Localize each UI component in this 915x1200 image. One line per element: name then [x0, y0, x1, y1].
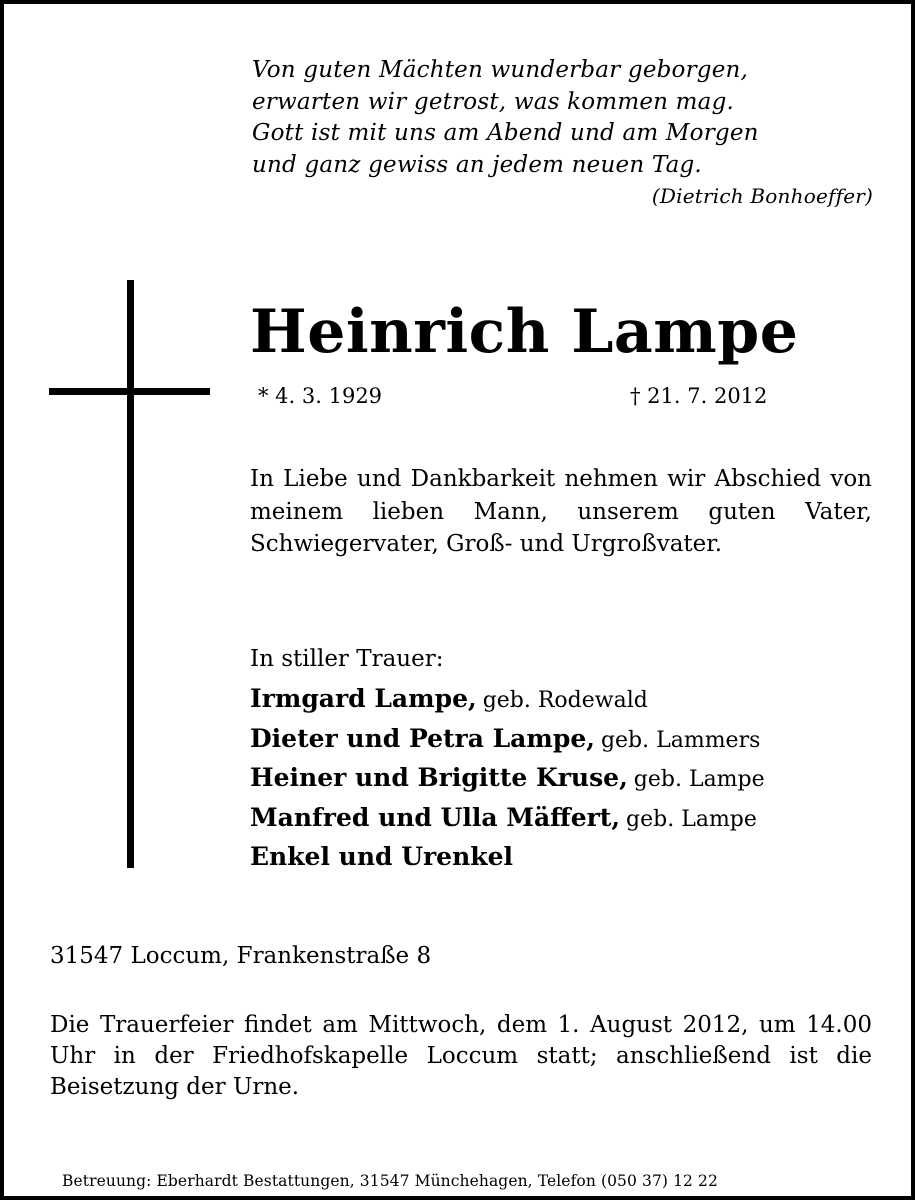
cross-icon-vertical-bar — [127, 280, 134, 868]
mourner-item — [250, 758, 765, 798]
funeral-home-footer: Betreuung: Eberhardt Bestattungen, 31547 Münchehagen, Telefon (050 37) 12 22 — [62, 1172, 718, 1190]
mourner-item — [250, 679, 765, 719]
mourning-title: In stiller Trauer: — [250, 646, 444, 672]
poem — [252, 55, 877, 210]
mourners-list — [250, 679, 765, 877]
poem-line: und ganz gewiss an jedem neuen Tag. — [252, 151, 702, 178]
poem-author: (Dietrich Bonhoeffer) — [651, 184, 873, 208]
address: 31547 Loccum, Frankenstraße 8 — [50, 943, 432, 969]
mourner-name: Dieter und Petra Lampe — [250, 723, 587, 753]
mourner-name: Manfred und Ulla Mäffert — [250, 802, 612, 832]
mourner-maiden-name: geb. Lampe — [626, 806, 757, 832]
mourner-separator: , — [586, 723, 595, 753]
mourner-maiden-name: geb. Lampe — [633, 767, 765, 792]
mourner-maiden-name: geb. Rodewald — [482, 688, 648, 713]
mourner-name: Enkel und Urenkel — [250, 842, 513, 871]
cross-icon-horizontal-bar — [49, 388, 210, 395]
mourner-separator: , — [467, 684, 477, 713]
deceased-name: Heinrich Lampe — [250, 297, 799, 367]
mourner-item — [250, 798, 765, 838]
poem-line: erwarten wir getrost, was kommen mag. — [252, 88, 735, 115]
poem-line: Gott ist mit uns am Abend und am Morgen — [252, 120, 759, 146]
mourner-name: Heiner und Brigitte Kruse — [250, 763, 620, 792]
mourner-item — [250, 719, 765, 759]
ceremony-text: Die Trauerfeier findet am Mittwoch, dem 1. August 2012, um 14.00 Uhr in der Friedhofskapelle Loccum statt; anschließend ist die Beisetzung der Urne. — [50, 1012, 872, 1100]
mourner-maiden-name: geb. Lammers — [600, 727, 761, 753]
mourner-separator: , — [619, 763, 628, 792]
mourner-item — [250, 837, 765, 877]
dedication-text: In Liebe und Dankbarkeit nehmen wir Abschied von meinem lieben Mann, unserem guten Vater, Schwiegervater, Groß- und Urgroßvater. — [250, 466, 872, 557]
birth-date: * 4. 3. 1929 — [258, 384, 383, 408]
poem-line: Von guten Mächten wunderbar geborgen, — [252, 57, 749, 83]
death-date: † 21. 7. 2012 — [630, 384, 768, 408]
mourner-name: Irmgard Lampe — [250, 684, 468, 713]
mourner-separator: , — [611, 802, 621, 832]
